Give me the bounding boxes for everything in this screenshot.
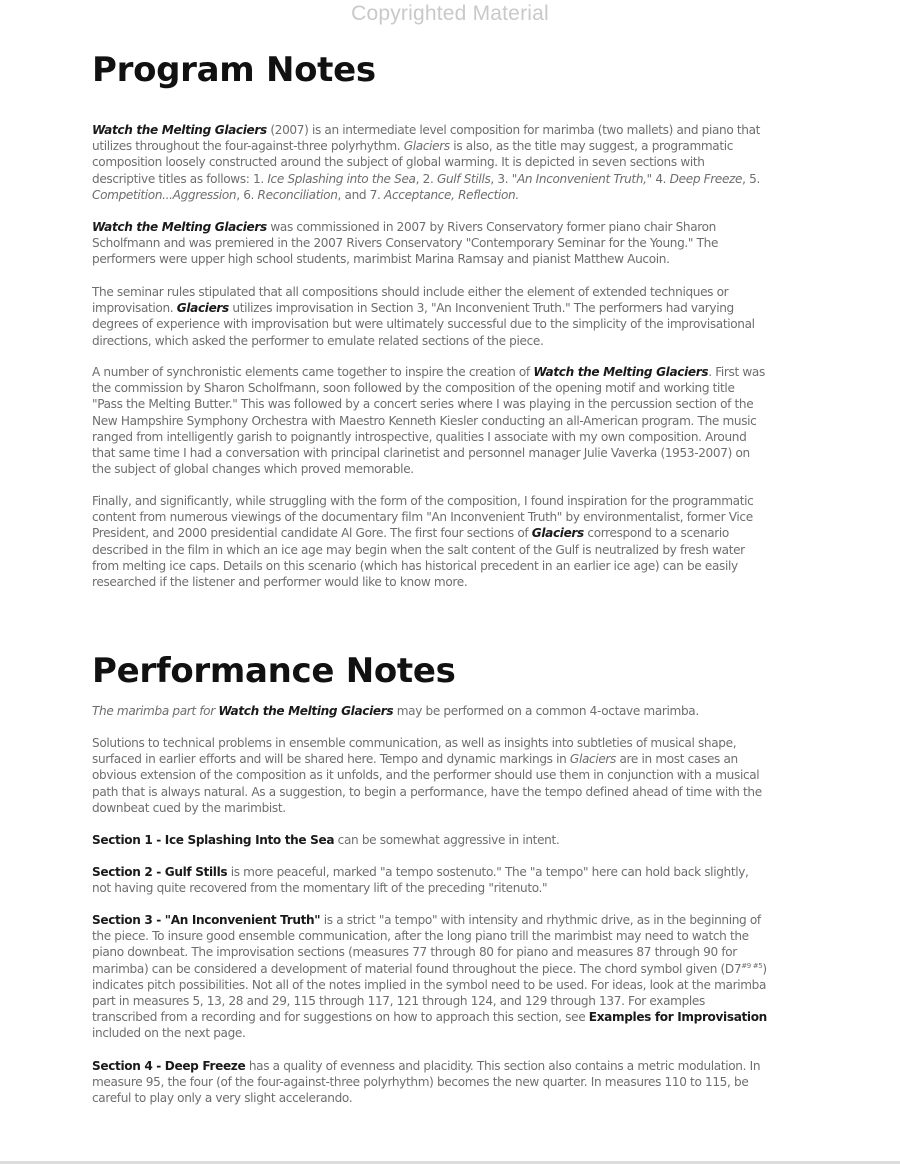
work-title: Watch the Melting Glaciers [533, 365, 709, 379]
section-title: Competition...Aggression [92, 187, 237, 202]
performance-notes-paragraph-2 [92, 735, 768, 816]
text: utilizes improvisation in Section 3, "An Inconvenient Truth." The performers had varying degrees of experience with improvisation but were ultimately successful due to the simplicity of the improvisational directions, which asked the performer to emulate related sections of the piece. [92, 301, 755, 348]
text: included on the next page. [92, 1026, 246, 1041]
section-title: Deep Freeze [669, 171, 743, 186]
section-2-lead: Section 2 - Gulf Stills [92, 865, 228, 879]
glaciers-title: Glaciers [569, 752, 616, 767]
program-notes-heading: Program Notes [92, 50, 376, 90]
glaciers-title: Glaciers [531, 526, 584, 541]
work-title: Watch the Melting Glaciers [92, 220, 267, 234]
separator: , 6. [236, 187, 258, 202]
text: can be somewhat aggressive in intent. [334, 833, 560, 847]
section-1-note [92, 832, 768, 848]
section-title: Ice Splashing into the Sea [267, 171, 416, 186]
section-3-lead: Section 3 - "An Inconvenient Truth" [92, 913, 321, 927]
section-2-note [92, 864, 768, 896]
section-title: "An Inconvenient Truth," [511, 171, 652, 186]
program-notes-paragraph-5 [92, 493, 768, 590]
work-title: Watch the Melting Glaciers [218, 704, 394, 718]
program-notes-paragraph-4 [92, 364, 768, 477]
text: (2007) is an intermediate level composition for marimba (two mallets) and piano that utilizes throughout the four-against-three polyrhythm. [92, 123, 761, 154]
work-title: Watch the Melting Glaciers [92, 123, 267, 137]
text: The seminar rules stipulated that all compositions should include either the element of extended techniques or improvisation. [92, 285, 729, 316]
chord-superscript: #9 #5 [741, 961, 763, 970]
text: Solutions to technical problems in ensemble communication, as well as insights into subtleties of musical shape, surfaced in earlier efforts and will be shared here. Tempo and dynamic markings in [92, 736, 737, 767]
text: was commissioned in 2007 by Rivers Conservatory former piano chair Sharon Scholfmann and was premiered in the 2007 Rivers Conservatory "Contemporary Seminar for the Young." The performers were upper high school students, marimbist Marina Ramsay and pianist Matthew Aucoin. [92, 220, 719, 267]
text: The marimba part for [92, 704, 219, 718]
text: is a strict "a tempo" with intensity and rhythmic drive, as in the beginning of the piece. To insure good ensemble communication, after the long piano trill the marimbist may need to watch the piano downbeat. The improvisation sections (measures 77 through 80 for piano and measures 87 through 90 for marimba) can be considered a development of material found throughout the piece. The chord symbol given (D7 [92, 913, 761, 976]
glaciers-title: Glaciers [403, 139, 450, 154]
text: are in most cases an obvious extension of the composition as it unfolds, and the performer should use them in conjunction with a musical path that is always natural. As a suggestion, to begin a performance, have the tempo defined ahead of time with the downbeat cued by the marimbist. [92, 752, 762, 815]
section-4-note [92, 1058, 768, 1107]
glaciers-title: Glaciers [176, 301, 229, 316]
separator: , 3. [490, 171, 512, 186]
section-3-note [92, 912, 768, 1042]
program-notes-paragraph-3 [92, 284, 768, 349]
section-1-lead: Section 1 - Ice Splashing Into the Sea [92, 833, 335, 847]
separator: 4. [651, 171, 670, 186]
separator: , and 7. [337, 187, 385, 202]
program-notes-paragraph-1 [92, 122, 768, 203]
text: . First was the commission by Sharon Scholfmann, soon followed by the composition of the opening motif and working title "Pass the Melting Butter." This was followed by a concert series where I was playing in the percussion section of the New Hampshire Symphony Orchestra with Maestro Kenneth Kiesler conducting an all-American program. The music ranged from intelligently garish to poignantly introspective, qualities I associate with my own composition. Around that same time I had a conversation with principal clarinetist and personnel manager Julie Vaverka (1953-2007) on the subject of global changes which proved memorable. [92, 365, 765, 477]
section-title: Gulf Stills [436, 171, 491, 186]
text: correspond to a scenario described in the film in which an ice age may begin when the salt content of the Gulf is neutralized by fresh water from melting ice caps. Details on this scenario (which has historical precedent in an earlier ice age) can be easily researched if the listener and performer would like to know more. [92, 526, 745, 590]
examples-for-improvisation-reference: Examples for Improvisation [588, 1010, 767, 1025]
text: is more peaceful, marked "a tempo sostenuto." The "a tempo" here can hold back slightly, not having quite recovered from the momentary lift of the preceding "ritenuto." [92, 865, 749, 896]
performance-notes-heading: Performance Notes [92, 651, 456, 691]
separator: , 2. [415, 171, 437, 186]
program-notes-paragraph-2 [92, 219, 768, 268]
text: A number of synchronistic elements came together to inspire the creation of [92, 365, 534, 379]
section-title: Acceptance, Reflection. [384, 187, 519, 202]
text: has a quality of evenness and placidity. This section also contains a metric modulation. In measure 95, the four (of the four-against-three polyrhythm) becomes the new quarter. In measures 110 to 115, be careful to play only a very slight accelerando. [92, 1059, 761, 1106]
text: Finally, and significantly, while struggling with the form of the composition, I found inspiration for the programmatic content from numerous viewings of the documentary film "An Inconvenient Truth" by environmentalist, former Vice President, and 2000 presidential candidate Al Gore. The first four sections of [92, 494, 754, 541]
text: is also, as the title may suggest, a programmatic composition loosely constructed around the subject of global warming. It is depicted in seven sections with descriptive titles as follows: 1. [92, 139, 734, 186]
copyright-watermark: Copyrighted Material [351, 2, 549, 25]
text: ) indicates pitch possibilities. Not all of the notes implied in the symbol need to be used. For ideas, look at the marimba part in measures 5, 13, 28 and 29, 115 through 117, 121 through 124, and 129 through 137. For examples transcribed from a recording and for suggestions on how to approach this section, see [92, 961, 767, 1025]
section-4-lead: Section 4 - Deep Freeze [92, 1059, 246, 1073]
section-title: Reconciliation [257, 187, 338, 202]
text: may be performed on a common 4-octave marimba. [393, 704, 699, 718]
separator: , 5. [742, 171, 760, 186]
performance-notes-intro [92, 703, 768, 719]
